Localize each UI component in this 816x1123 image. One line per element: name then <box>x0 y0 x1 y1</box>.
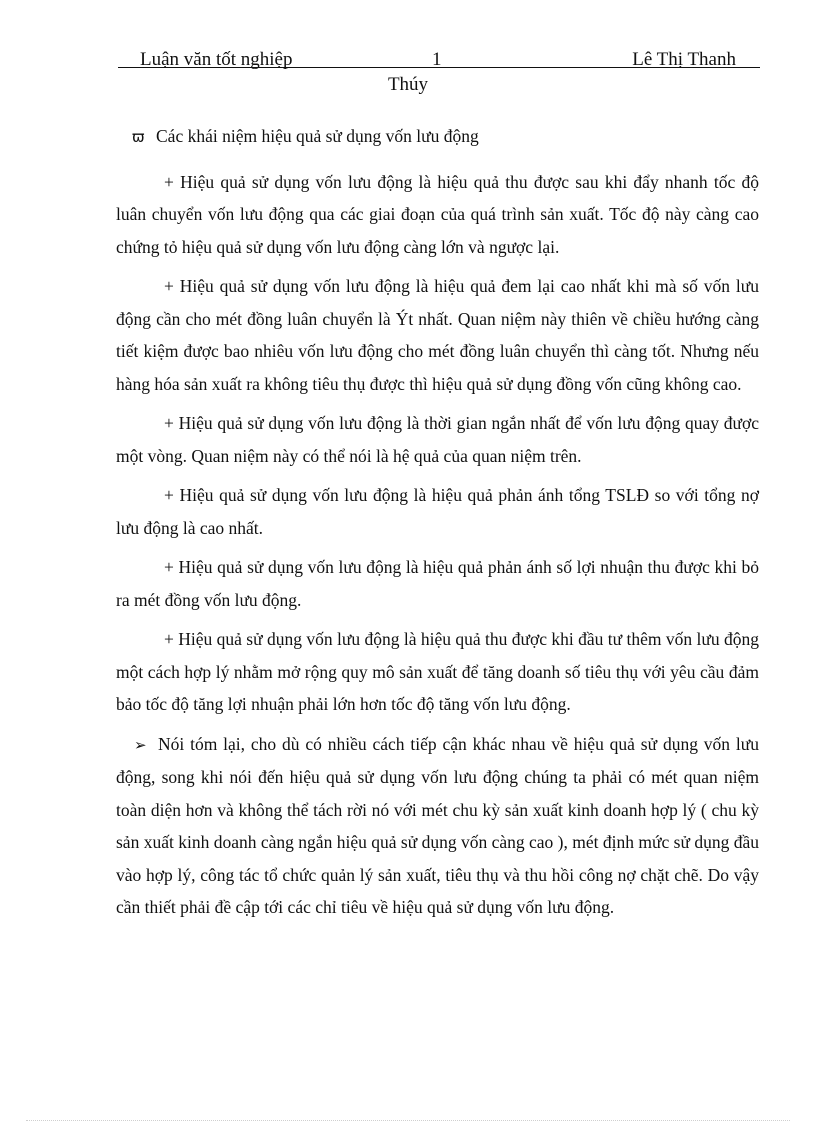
header-author-name: Lê Thị Thanh <box>632 49 736 70</box>
paragraph-6: + Hiệu quả sử dụng vốn lưu động là hiệu quả thu được khi đầu tư thêm vốn lưu động một cách hợp lý nhằm mở rộng quy mô sản xuất để tăng doanh số tiêu thụ với yêu cầu đảm bảo tốc độ tăng lợi nhuận phải lớn hơn tốc độ tăng vốn lưu động. <box>116 629 759 714</box>
header-thesis-title: Luận văn tốt nghiệp <box>140 49 293 70</box>
paragraph-4: + Hiệu quả sử dụng vốn lưu động là hiệu quả phản ánh tổng TSLĐ so với tổng nợ lưu động là cao nhất. <box>116 485 759 538</box>
page-header <box>118 48 760 72</box>
bullet-marker-icon: ϖ <box>132 128 145 146</box>
header-page-number: 1 <box>432 49 442 70</box>
summary-text: Nói tóm lại, cho dù có nhiều cách tiếp cận khác nhau về hiệu quả sử dụng vốn lưu động, song khi nói đến hiệu quả sử dụng vốn lưu động chúng ta phải có mét quan niệm toàn diện hơn và không thể tách rời nó với mét chu kỳ sản xuất kinh doanh hợp lý ( chu kỳ sản xuất kinh doanh càng ngắn hiệu quả sử dụng vốn càng cao ), mét định mức sử dụng đầu vào hợp lý, công tác tổ chức quản lý sản xuất, tiêu thụ và thu hồi công nợ chặt chẽ. Do vậy cần thiết phải đề cập tới các chỉ tiêu về hiệu quả sử dụng vốn lưu động. <box>116 733 759 917</box>
summary-paragraph <box>116 728 759 924</box>
section-heading-text: Các khái niệm hiệu quả sử dụng vốn lưu động <box>156 126 479 146</box>
header-rule <box>118 67 760 68</box>
header-author-name-continued: Thúy <box>387 74 429 95</box>
paragraph-5: + Hiệu quả sử dụng vốn lưu động là hiệu quả phản ánh số lợi nhuận thu được khi bỏ ra mét đồng vốn lưu động. <box>116 557 759 610</box>
section-heading <box>132 120 759 154</box>
paragraph-2: + Hiệu quả sử dụng vốn lưu động là hiệu quả đem lại cao nhất khi mà số vốn lưu động cần cho mét đồng luân chuyển là Ýt nhất. Quan niệm này thiên về chiều hướng càng tiết kiệm được bao nhiêu vốn lưu động cho mét đồng luân chuyển thì càng tốt. Nhưng nếu hàng hóa sản xuất ra không tiêu thụ được thì hiệu quả sử dụng đồng vốn cũng không cao. <box>116 276 759 394</box>
paragraph-3: + Hiệu quả sử dụng vốn lưu động là thời gian ngắn nhất để vốn lưu động quay được một vòng. Quan niệm này có thể nói là hệ quả của quan niệm trên. <box>116 413 759 466</box>
paragraph-1: + Hiệu quả sử dụng vốn lưu động là hiệu quả thu được sau khi đẩy nhanh tốc độ luân chuyển vốn lưu động qua các giai đoạn của quá trình sản xuất. Tốc độ này càng cao chứng tỏ hiệu quả sử dụng vốn lưu động càng lớn và ngược lại. <box>116 171 759 257</box>
document-body <box>116 120 759 924</box>
page-bottom-border <box>26 1120 790 1121</box>
arrow-bullet-icon: ➢ <box>134 735 147 754</box>
